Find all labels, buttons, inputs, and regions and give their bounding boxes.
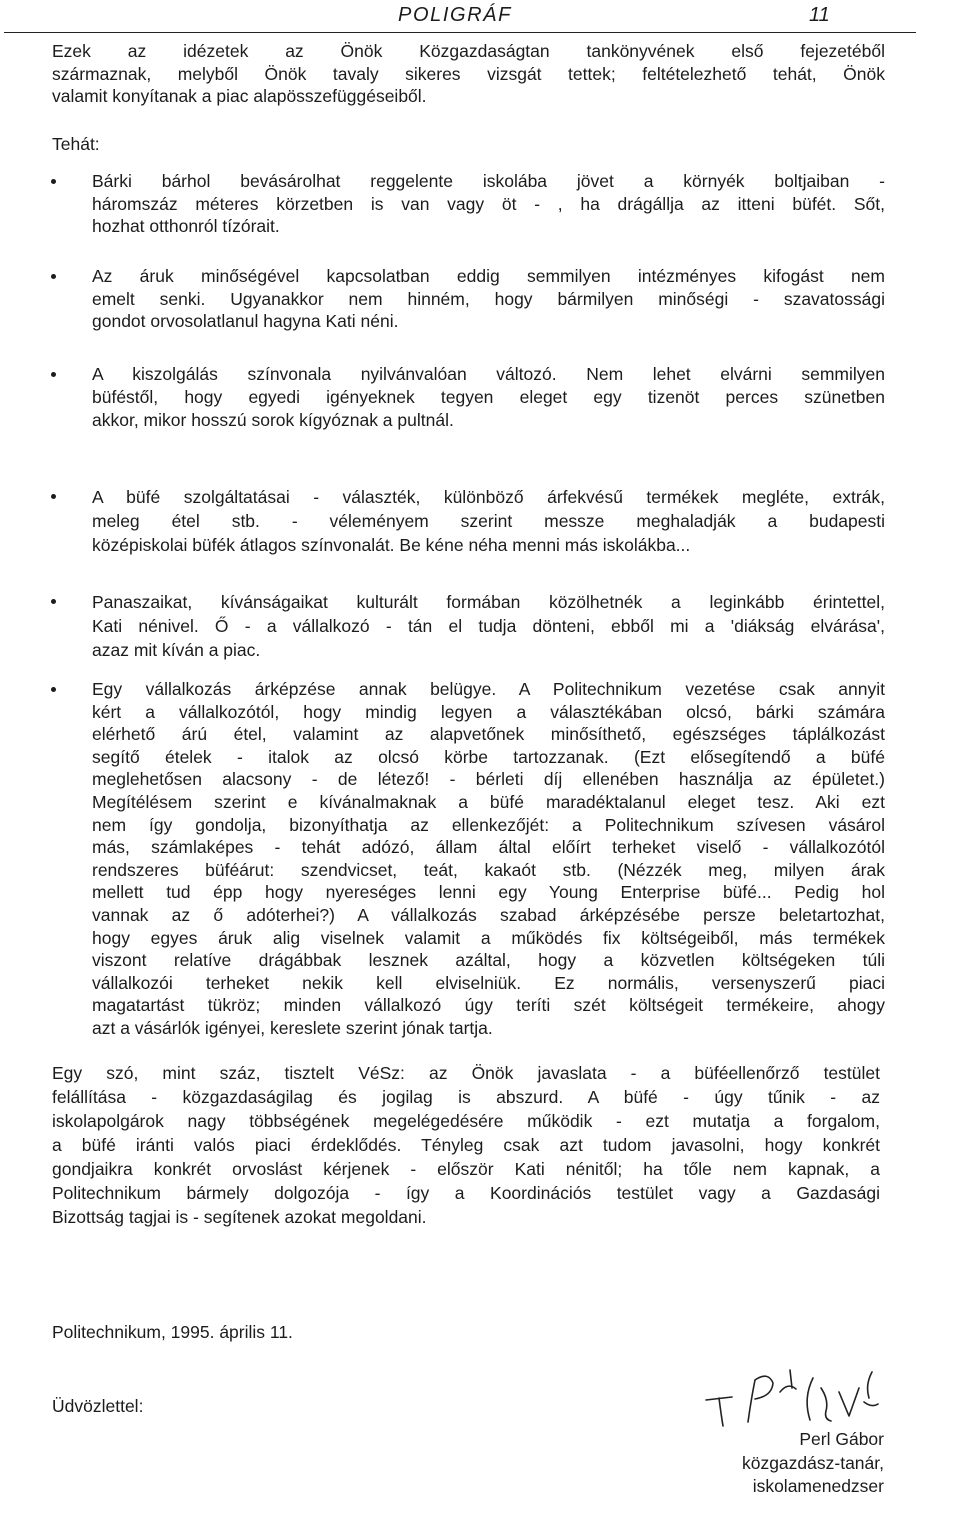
closing-salutation: Üdvözlettel: <box>52 1396 144 1416</box>
page-number: 11 <box>809 4 830 26</box>
bullet-item <box>48 485 885 557</box>
text-line: középiskolai büfék átlagos színvonalát. Be kéne néha menni más iskolákba... <box>92 535 691 555</box>
text-line: Bárki bárhol bevásárolhat reggelente iskolába jövet a környék boltjaiban - <box>92 171 885 191</box>
text-line: A büfé szolgáltatásai - választék, különböző árfekvésű termékek megléte, extrák, <box>92 487 885 507</box>
header-rule <box>4 32 916 33</box>
text-line: meglehetősen alacsony - de létező! - bérleti díj ellenében használja az épületet.) <box>92 769 885 790</box>
text-line: iskolapolgárok nagy többségének megelégedésére működik - ezt mutatja a forgalom, <box>52 1111 880 1131</box>
text-line: más, számlaképes - tehát adózó, állam által előírt terheket viselő - vállalkozótól <box>92 837 885 858</box>
bullet-icon <box>51 274 56 279</box>
bullet-item <box>48 590 885 662</box>
text-line: mellett tud épp hogy nyereséges lenni egy Young Enterprise büfé... Pedig hol <box>92 882 885 903</box>
text-line: elérhető árú étel, valamint az alapvetőnek minősíthető, egészséges táplálkozást <box>92 724 885 745</box>
text-line: akkor, mikor hosszú sorok kígyóznak a pultnál. <box>92 410 454 430</box>
bullet-text <box>92 485 885 557</box>
text-line: vannak az ő adóterhei?) A vállalkozás szabad árképzésébe persze beletartozhat, <box>92 904 885 925</box>
text-line: Ezek az idézetek az Önök Közgazdaságtan tankönyvének első fejezetéből <box>52 41 885 61</box>
text-line: nem így gondolja, bizonyíthatja az ellenkezőjét: a Politechnikum szívesen vásárol <box>92 814 885 835</box>
text-line: rendszeres büféárut: szendvicset, teát, kakaót stb. (Nézzék meg, milyen árak <box>92 859 885 880</box>
text-line: Panaszaikat, kívánságaikat kulturált formában közölhetnék a leginkább érintettel, <box>92 592 885 612</box>
text-line: valamit konyítanak a piac alapösszefüggéseiből. <box>52 86 427 106</box>
text-line: Egy vállalkozás árképzése annak belügye. A Politechnikum vezetése csak annyit <box>92 679 885 699</box>
text-line: vállalkozói terheket nekik kell elviselniük. Ez normális, versenyszerű piaci <box>92 972 885 993</box>
intro-paragraph <box>52 40 885 108</box>
signer-name: Perl Gábor <box>799 1429 884 1449</box>
text-line: származnak, melyből Önök tavaly sikeres vizsgát tettek; feltételezhető tehát, Önök <box>52 63 885 84</box>
bullet-text <box>92 265 885 333</box>
publication-title: POLIGRÁF <box>398 4 512 26</box>
text-line: kért a vállalkozótól, hogy mindig legyen a választékában olcsó, bárki számára <box>92 701 885 722</box>
text-line: Egy szó, mint száz, tisztelt VéSz: az Önök javaslata - a büféellenőrző testület <box>52 1063 880 1083</box>
bullet-icon <box>51 687 56 692</box>
bullet-text <box>92 590 885 662</box>
bullet-text <box>92 678 885 1040</box>
text-line: emelt senki. Ugyanakkor nem hinném, hogy bármilyen minőségi - szavatossági <box>92 288 885 309</box>
bullet-icon <box>51 494 56 499</box>
text-line: hogy egyes áruk alig viselnek valamit a működés fix költségeiből, más termékek <box>92 927 885 948</box>
text-line: Az áruk minőségével kapcsolatban eddig semmilyen intézményes kifogást nem <box>92 266 885 286</box>
text-line: büféstől, hogy egyedi igényeknek tegyen eleget egy tizenöt perces szünetben <box>92 387 885 407</box>
conclusion-paragraph <box>52 1061 880 1229</box>
text-line: a büfé iránti valós piaci érdeklődés. Tényleg csak azt tudom javasolni, hogy konkrét <box>52 1135 880 1155</box>
text-line: magatartást tükröz; minden vállalkozó úgy teríti szét költségeit termékeire, ahogy <box>92 995 885 1016</box>
date-line: Politechnikum, 1995. április 11. <box>52 1322 293 1342</box>
text-line: gondot orvosolatlanul hagyna Kati néni. <box>92 311 399 331</box>
signature-block <box>742 1428 884 1499</box>
text-line: meleg étel stb. - véleményem szerint messze meghaladják a budapesti <box>92 511 885 531</box>
bullet-icon <box>51 179 56 184</box>
text-line: azaz mit kíván a piac. <box>92 640 261 660</box>
text-line: azt a vásárlók igényei, kereslete szerint jónak tartja. <box>92 1017 493 1038</box>
signer-title: közgazdász-tanár, <box>741 1452 884 1473</box>
therefore-label: Tehát: <box>52 134 100 154</box>
bullet-icon <box>51 372 56 377</box>
text-line: felállítása - közgazdaságilag és jogilag is abszurd. A büfé - úgy tűnik - az <box>52 1087 880 1107</box>
text-line: Bizottság tagjai is - segítenek azokat megoldani. <box>52 1207 427 1227</box>
bullet-icon <box>51 599 56 604</box>
bullet-text <box>92 363 885 432</box>
text-line: segítő ételek - italok az olcsó körbe tartozzanak. (Ezt elősegítendő a büfé <box>92 746 885 767</box>
bullet-item <box>48 678 885 1040</box>
text-line: Politechnikum bármely dolgozója - így a Koordinációs testület vagy a Gazdasági <box>52 1183 880 1203</box>
signer-role: iskolamenedzser <box>752 1476 884 1496</box>
text-line: A kiszolgálás színvonala nyilvánvalóan változó. Nem lehet elvárni semmilyen <box>92 364 885 384</box>
text-line: viszont relatíve drágábbak lesznek azáltal, hogy a közvetlen költségeken túli <box>92 950 885 971</box>
text-line: hozhat otthonról tízórait. <box>92 216 280 236</box>
text-line: Megítélésem szerint e kívánalmaknak a büfé maradéktalanul eleget tesz. Aki ezt <box>92 791 885 812</box>
text-line: Kati nénivel. Ő - a vállalkozó - tán el tudja dönteni, ebből mi a 'diákság elvárása', <box>92 616 885 636</box>
bullet-text <box>92 170 885 238</box>
bullet-item <box>48 265 885 333</box>
bullet-item <box>48 170 885 238</box>
text-line: gondjaikra konkrét orvoslást kérjenek - először Kati nénitől; ha tőle nem kapnak, a <box>52 1159 880 1179</box>
text-line: háromszáz méteres körzetben is van vagy öt - , ha drágállja az itteni büfét. Sőt, <box>92 193 885 214</box>
bullet-item <box>48 363 885 432</box>
